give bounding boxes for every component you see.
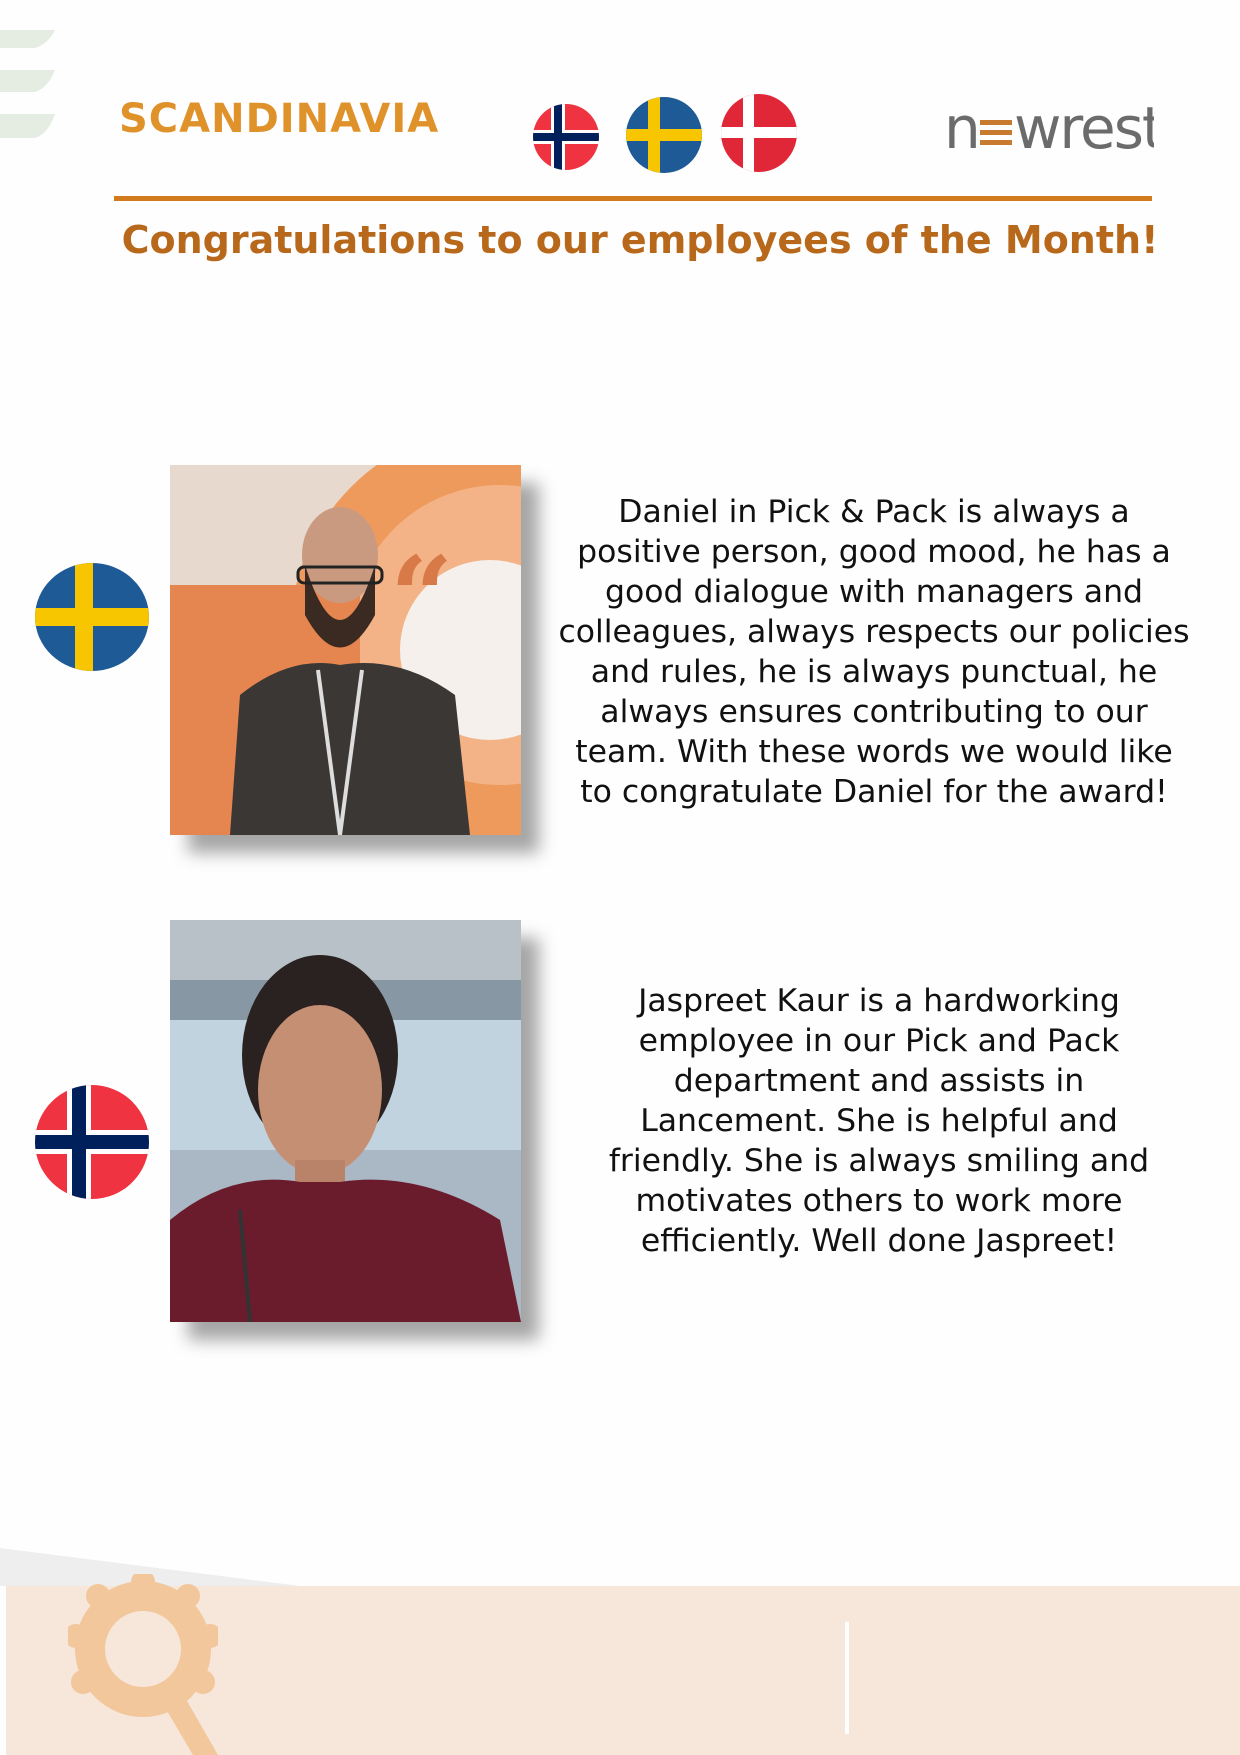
header-divider [114,196,1152,201]
bio-line: department and assists in [673,1063,1085,1099]
bio-line: colleagues, always respects our policies [558,614,1190,650]
svg-text:“: “ [390,532,454,661]
bio-line: always ensures contributing to our [600,694,1148,730]
page-headline: Congratulations to our employees of the Month! [121,218,1159,262]
footer-divider [845,1622,849,1734]
bio-line: motivates others to work more [635,1183,1123,1219]
norway-flag-icon [35,1085,149,1199]
bio-line: to congratulate Daniel for the award! [580,774,1168,810]
employee-bio-jaspreet [554,981,1204,1261]
bio-line: and rules, he is always punctual, he [590,654,1158,690]
bio-line: Jaspreet Kaur is a hardworking [638,983,1120,1019]
bio-line: Lancement. She is helpful and [640,1103,1118,1139]
sweden-flag-icon [626,97,702,173]
norway-flag-icon [533,104,599,170]
employee-photo-jaspreet [170,920,521,1322]
svg-text:wrest: wrest [1014,94,1154,162]
newrest-logo [944,92,1154,162]
region-title: SCANDINAVIA [119,96,440,142]
employee-bio-daniel [534,492,1214,812]
denmark-flag-icon [721,94,797,172]
sweden-flag-icon [35,563,149,671]
svg-text:n: n [944,94,979,162]
award-badge-icon [68,1574,218,1755]
bio-line: efficiently. Well done Jaspreet! [640,1223,1118,1259]
employee-photo-daniel [170,465,521,835]
bio-line: employee in our Pick and Pack [638,1023,1120,1059]
bio-line: team. With these words we would like [575,734,1173,770]
corner-decoration [0,30,60,160]
bio-line: friendly. She is always smiling and [608,1143,1150,1179]
bio-line: Daniel in Pick & Pack is always a [618,494,1130,530]
bio-line: good dialogue with managers and [604,574,1144,610]
bio-line: positive person, good mood, he has a [577,534,1171,570]
